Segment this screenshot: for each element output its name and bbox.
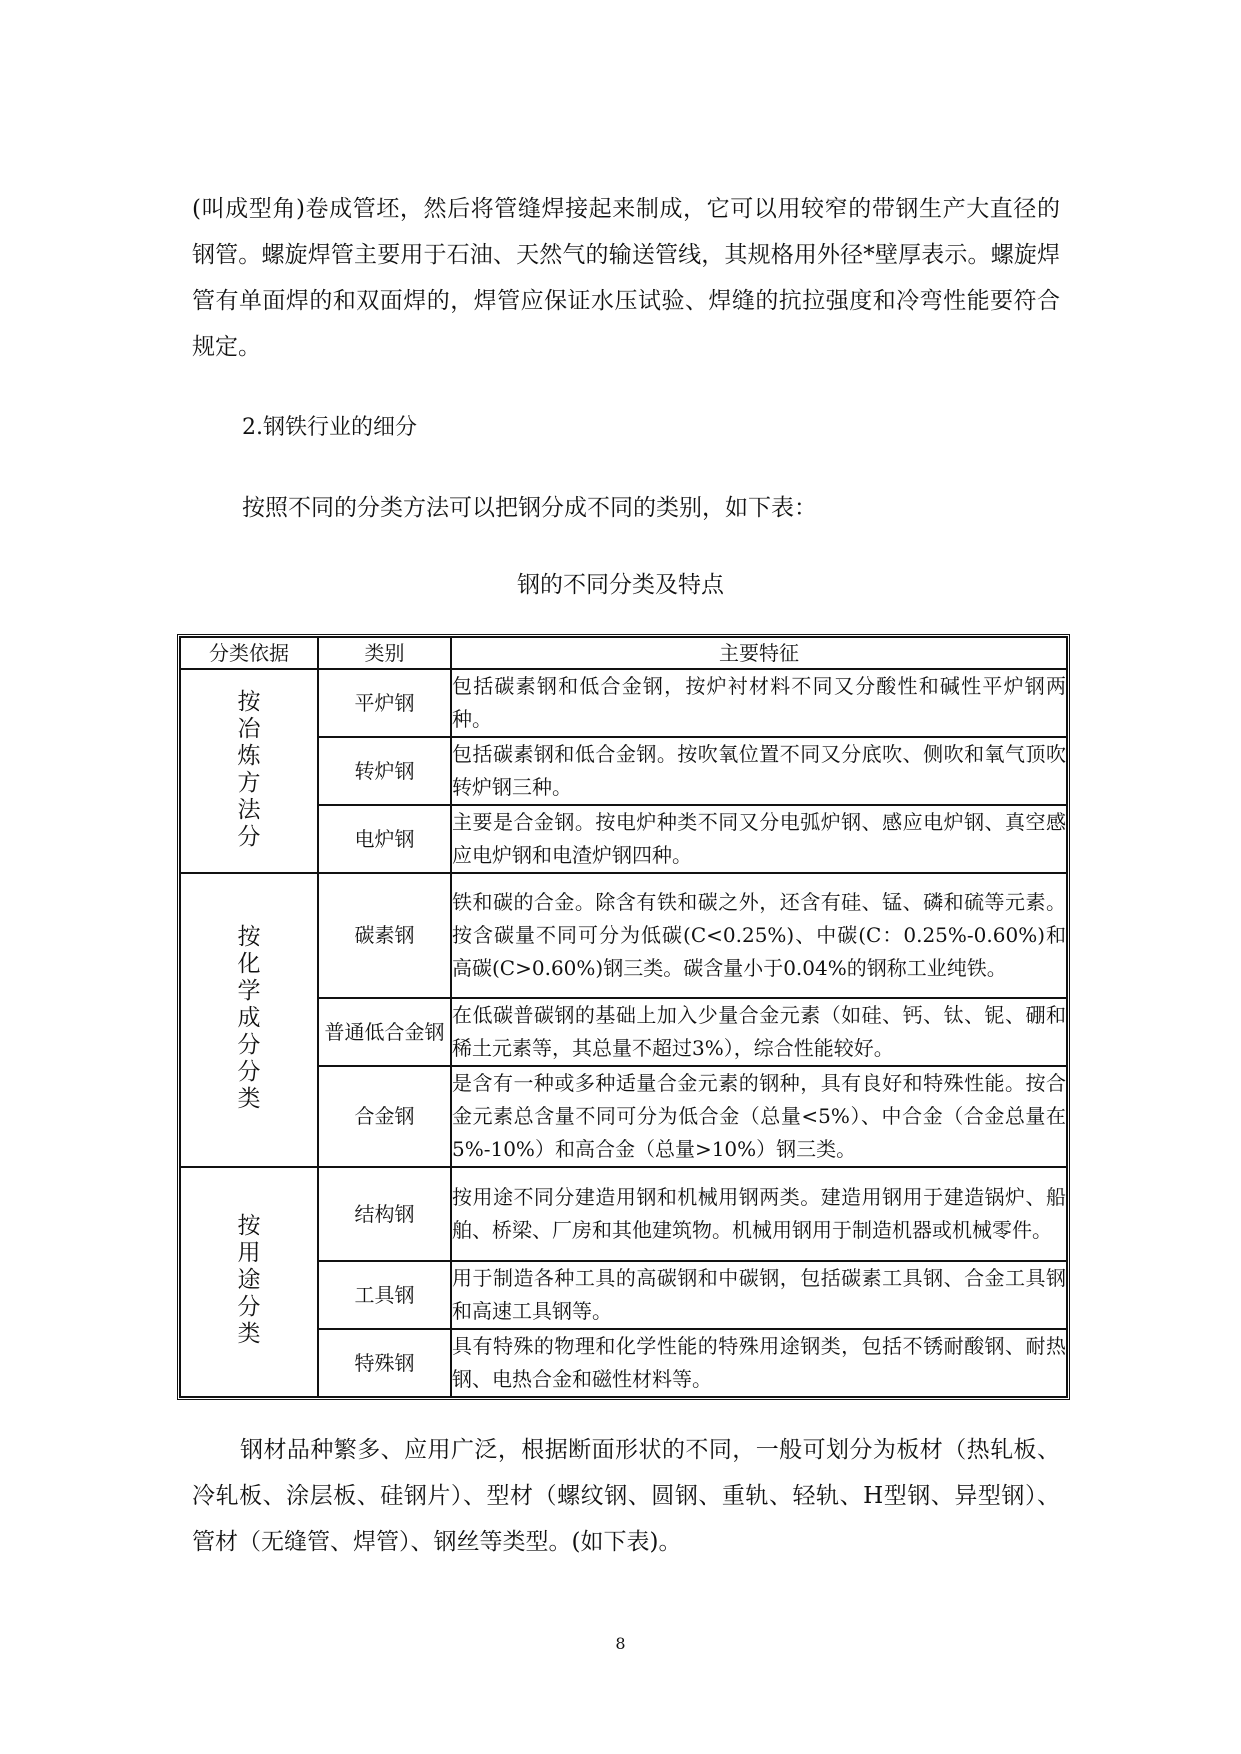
category-cell: 特殊钢 [318, 1329, 451, 1397]
basis-cell [180, 873, 318, 1167]
basis-label: 按化学成分分类 [237, 924, 261, 1112]
paragraph-spiral-pipe: (叫成型角)卷成管坯，然后将管缝焊接起来制成，它可以用较窄的带钢生产大直径的钢管。螺旋焊管主要用于石油、天然气的输送管线，其规格用外径*壁厚表示。螺旋焊管有单面焊的和双面焊的，焊管应保证水压试验、焊缝的抗拉强度和冷弯性能要符合规定。 [192, 196, 1060, 360]
table-row [180, 873, 1067, 998]
section-heading: 2.钢铁行业的细分 [242, 415, 417, 440]
category-cell: 转炉钢 [318, 737, 451, 805]
header-category: 类别 [318, 637, 451, 669]
header-feature: 主要特征 [451, 637, 1067, 669]
category-cell: 工具钢 [318, 1261, 451, 1329]
feature-cell: 在低碳普碳钢的基础上加入少量合金元素（如硅、钙、钛、铌、硼和稀土元素等，其总量不超过3%），综合性能较好。 [451, 998, 1067, 1066]
feature-cell: 是含有一种或多种适量合金元素的钢种，具有良好和特殊性能。按合金元素总含量不同可分为低合金（总量<5%）、中合金（合金总量在5%-10%）和高合金（总量>10%）钢三类。 [451, 1066, 1067, 1167]
page-number: 8 [615, 1634, 626, 1653]
feature-cell: 包括碳素钢和低合金钢。按吹氧位置不同又分底吹、侧吹和氧气顶吹转炉钢三种。 [451, 737, 1067, 805]
feature-cell: 铁和碳的合金。除含有铁和碳之外，还含有硅、锰、磷和硫等元素。按含碳量不同可分为低碳(C<0.25%)、中碳(C：0.25%-0.60%)和高碳(C>0.60%)钢三类。碳含量小于0.04%的钢称工业纯铁。 [451, 873, 1067, 998]
category-cell: 合金钢 [318, 1066, 451, 1167]
steel-classification-table [177, 634, 1070, 1400]
paragraph-steel-products: 钢材品种繁多、应用广泛，根据断面形状的不同，一般可划分为板材（热轧板、冷轧板、涂层板、硅钢片）、型材（螺纹钢、圆钢、重轨、轻轨、H型钢、异型钢）、管材（无缝管、焊管）、钢丝等类型。(如下表)。 [192, 1437, 1060, 1555]
basis-cell [180, 669, 318, 873]
category-cell: 平炉钢 [318, 669, 451, 737]
basis-label: 按冶炼方法分 [237, 688, 261, 850]
intro-paragraph: 按照不同的分类方法可以把钢分成不同的类别，如下表： [242, 495, 817, 521]
feature-cell: 主要是合金钢。按电炉种类不同又分电弧炉钢、感应电炉钢、真空感应电炉钢和电渣炉钢四种。 [451, 805, 1067, 873]
feature-cell: 用于制造各种工具的高碳钢和中碳钢，包括碳素工具钢、合金工具钢和高速工具钢等。 [451, 1261, 1067, 1329]
table-row [180, 669, 1067, 737]
category-cell: 碳素钢 [318, 873, 451, 998]
category-cell: 结构钢 [318, 1167, 451, 1261]
category-cell: 普通低合金钢 [318, 998, 451, 1066]
basis-label: 按用途分类 [237, 1213, 261, 1347]
feature-cell: 按用途不同分建造用钢和机械用钢两类。建造用钢用于建造锅炉、船舶、桥梁、厂房和其他建筑物。机械用钢用于制造机器或机械零件。 [451, 1167, 1067, 1261]
basis-cell [180, 1167, 318, 1397]
table-row [180, 1167, 1067, 1261]
category-cell: 电炉钢 [318, 805, 451, 873]
table-caption: 钢的不同分类及特点 [517, 572, 724, 598]
feature-cell: 具有特殊的物理和化学性能的特殊用途钢类，包括不锈耐酸钢、耐热钢、电热合金和磁性材料等。 [451, 1329, 1067, 1397]
table-header-row [180, 637, 1067, 669]
header-basis: 分类依据 [180, 637, 318, 669]
feature-cell: 包括碳素钢和低合金钢，按炉衬材料不同又分酸性和碱性平炉钢两种。 [451, 669, 1067, 737]
